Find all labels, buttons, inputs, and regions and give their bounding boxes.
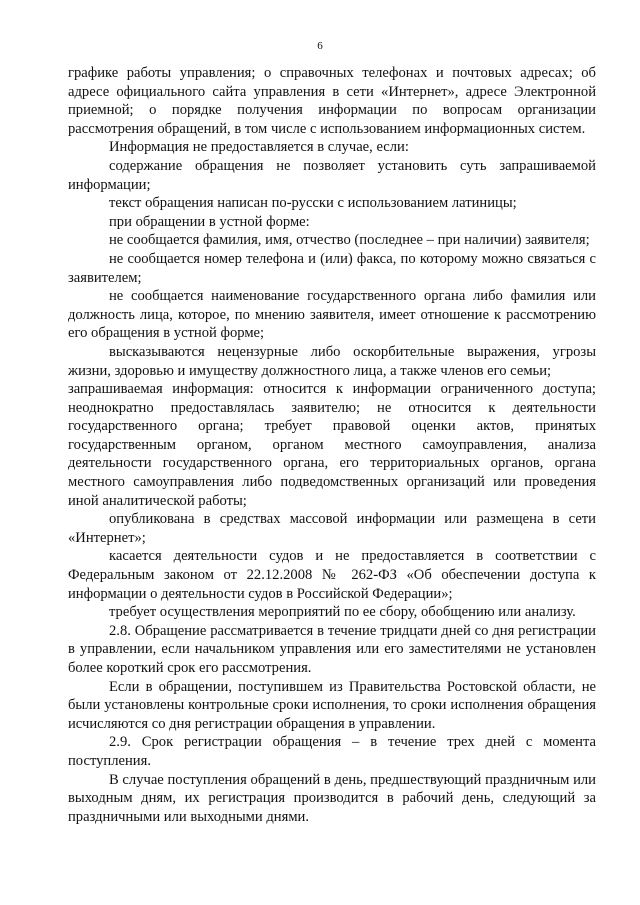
paragraph: Если в обращении, поступившем из Правительства Ростовской области, не были установлены контрольные сроки исполнения, то сроки исполнения обращения исчисляются со дня регистрации обращения в управлении.: [68, 678, 596, 732]
body-text: [68, 64, 596, 826]
paragraph: содержание обращения не позволяет установить суть запрашиваемой информации;: [68, 157, 596, 193]
paragraph: при обращении в устной форме:: [109, 213, 310, 230]
paragraph: текст обращения написан по-русски с использованием латиницы;: [109, 195, 517, 212]
paragraph: не сообщается фамилия, имя, отчество (последнее – при наличии) заявителя;: [109, 232, 590, 249]
paragraph: В случае поступления обращений в день, предшествующий праздничным или выходным дням, их регистрация производится в рабочий день, следующий за праздничными или выходными днями.: [68, 771, 596, 825]
paragraph: опубликована в средствах массовой информации или размещена в сети «Интернет»;: [68, 511, 596, 546]
paragraph: Информация не предоставляется в случае, если:: [109, 139, 409, 156]
paragraph: не сообщается номер телефона и (или) факса, по которому можно связаться с заявителем;: [68, 250, 596, 286]
page-number: 6: [317, 40, 323, 52]
paragraph: требует осуществления мероприятий по ее сбору, обобщению или анализу.: [109, 604, 576, 621]
paragraph: 2.8. Обращение рассматривается в течение тридцати дней со дня регистрации в управлении, если начальником управления или его заместителями не установлен более короткий срок его рассмотрения.: [68, 622, 596, 676]
paragraph: графике работы управления; о справочных телефонах и почтовых адресах; об адресе официального сайта управления в сети «Интернет», адресе Электронной приемной; о порядке получения информации по вопросам организации рассмотрения обращений, в том числе с использованием информационных систем.: [68, 65, 596, 137]
paragraph: 2.9. Срок регистрации обращения – в течение трех дней с момента поступления.: [68, 734, 596, 769]
paragraph: высказываются нецензурные либо оскорбительные выражения, угрозы жизни, здоровью и имуществу должностного лица, а также членов его семьи;: [68, 343, 596, 379]
paragraph: не сообщается наименование государственного органа либо фамилия или должность лица, которое, по мнению заявителя, имеет отношение к рассмотрению его обращения в устной форме;: [68, 288, 596, 342]
paragraph: запрашиваемая информация: относится к информации ограниченного доступа; неоднократно предоставлялась заявителю; не относится к деятельности государственного органа; требует правовой оценки актов, принятых государственным органом, органом местного самоуправления, анализа деятельности государственного органа, его территориальных органов, органа местного самоуправления либо подведомственных организаций или проведения иной аналитической работы;: [68, 381, 596, 509]
paragraph: касается деятельности судов и не предоставляется в соответствии с Федеральным законом от 22.12.2008 № 262-ФЗ «Об обеспечении доступа к информации о деятельности судов в Российской Федерации»;: [68, 548, 596, 602]
